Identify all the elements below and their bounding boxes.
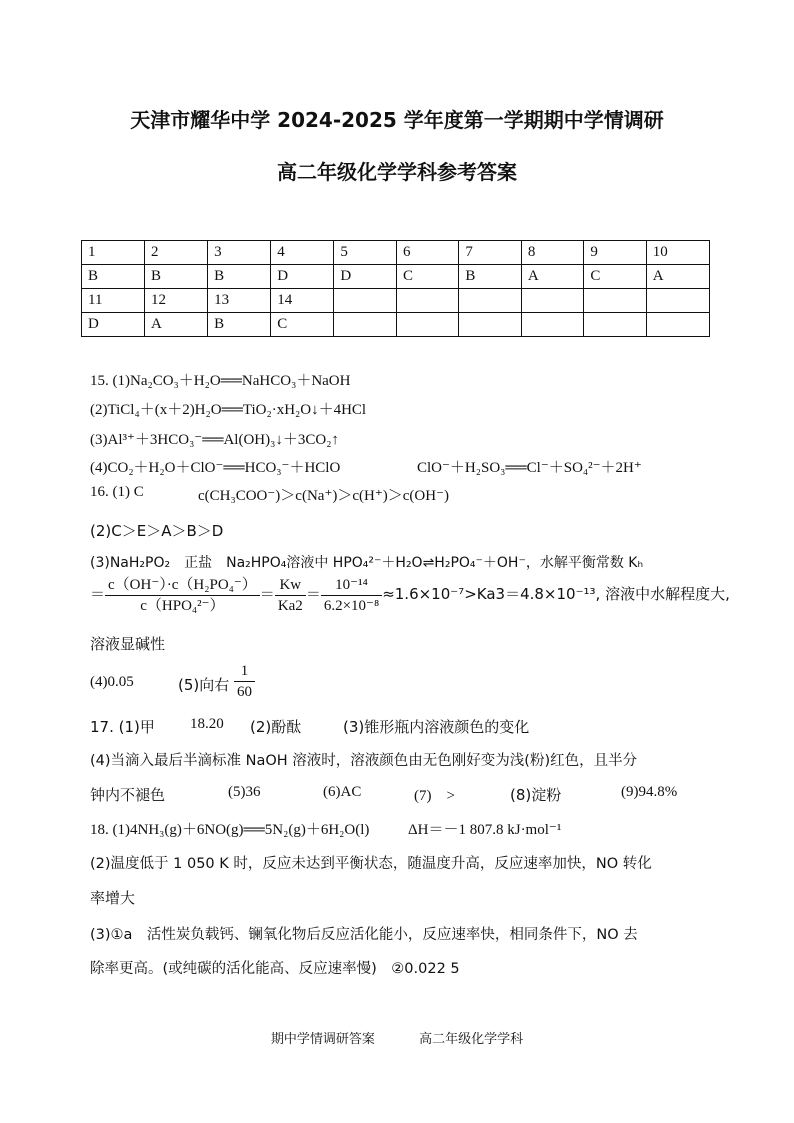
q16-part2: (2)C＞E＞A＞B＞D [90,522,224,540]
fraction-kw-ka2 [275,575,306,616]
table-cell: C [584,265,646,289]
table-cell: A [646,265,709,289]
eq-lead: ＝ [90,586,106,603]
fraction-values [321,575,382,616]
table-cell: 3 [208,241,271,265]
fraction-values-numerator: 10⁻¹⁴ [321,575,382,596]
eq-mid2: ＝ [305,586,321,603]
fraction-kh-numerator: c（OH⁻）·c（H₂PO₄⁻） [105,575,260,596]
q16-part3c: 溶液显碱性 [90,635,166,653]
q16-part5-fraction [234,661,255,702]
table-cell: 9 [584,241,646,265]
table-cell [646,313,709,337]
q17-line3b: (5)36 [228,784,261,800]
fraction-kw: Kw [275,575,306,596]
q16-part1a: 16. (1) C [90,484,144,500]
table-cell: 6 [396,241,458,265]
answer-table [81,240,710,337]
table-cell: B [145,265,208,289]
table-cell: D [334,265,397,289]
table-cell: 1 [82,241,145,265]
q17-line3f: (9)94.8% [621,784,678,800]
fraction-ka2: Ka2 [277,598,303,614]
table-cell: C [396,265,458,289]
table-cell [646,289,709,313]
table-cell: 10 [646,241,709,265]
table-cell: B [82,265,145,289]
document-title: 天津市耀华中学 2024-2025 学年度第一学期期中学情调研 [130,108,664,132]
footer-right: 高二年级化学学科 [419,1032,524,1047]
table-cell: 13 [208,289,271,313]
q15-part4a: (4)CO₂＋H₂O＋ClO⁻══HCO₃⁻＋HClO [90,460,341,476]
table-row [82,313,710,337]
table-cell: 14 [271,289,334,313]
q18-line3: 率增大 [90,889,136,907]
q17-line2: (4)当滴入最后半滴标准 NaOH 溶液时，溶液颜色由无色刚好变为浅(粉)红色，且半分 [90,753,638,769]
fraction-kh-denominator: c（HPO₄²⁻） [140,598,225,614]
q17-line1d: (3)锥形瓶内溶液颜色的变化 [343,718,530,736]
q17-line3a: 钟内不褪色 [90,786,166,804]
q15-part1: 15. (1)Na₂CO₃＋H₂O══NaHCO₃＋NaOH [90,373,351,389]
table-cell: 12 [145,289,208,313]
table-cell: B [459,265,521,289]
fraction-denominator: 60 [237,684,252,700]
table-cell: D [271,265,334,289]
table-row [82,289,710,313]
eq-tail: ≈1.6×10⁻⁷>Ka3＝4.8×10⁻¹³, 溶液中水解程度大, [382,584,730,603]
q16-part1b: c(CH₃COO⁻)＞c(Na⁺)＞c(H⁺)＞c(OH⁻) [198,488,449,504]
q17-line3c: (6)AC [323,784,362,800]
table-cell: B [208,265,271,289]
fraction-values-denominator: 6.2×10⁻⁸ [323,598,380,614]
fraction-numerator: 1 [234,661,255,682]
table-cell [584,289,646,313]
table-cell: 2 [145,241,208,265]
table-cell: A [521,265,584,289]
table-row [82,265,710,289]
q17-line1a: 17. (1)甲 [90,718,155,736]
q18-line1b: ΔH＝－1 807.8 kJ·mol⁻¹ [408,822,562,838]
table-cell: D [82,313,145,337]
q17-line1b: 18.20 [190,716,224,732]
table-cell [396,313,458,337]
q16-equation [90,575,730,616]
q15-part3: (3)Al³⁺＋3HCO₃⁻══Al(OH)₃↓＋3CO₂↑ [90,432,339,448]
fraction-one-sixtieth [234,661,255,702]
table-cell [521,313,584,337]
q18-line5: 除率更高。(或纯碳的活化能高、反应速率慢) ②0.022 5 [90,961,460,977]
table-cell [334,313,397,337]
document-subtitle: 高二年级化学学科参考答案 [277,160,517,184]
fraction-kh [105,575,260,616]
q15-part4b: ClO⁻＋H₂SO₃══Cl⁻＋SO₄²⁻＋2H⁺ [417,460,642,476]
footer-left: 期中学情调研答案 [270,1032,375,1047]
table-cell [521,289,584,313]
table-cell: 4 [271,241,334,265]
q18-line1a: 18. (1)4NH₃(g)＋6NO(g)══5N₂(g)＋6H₂O(l) [90,822,370,838]
table-cell: 11 [82,289,145,313]
q17-line3d: (7) > [414,788,455,804]
table-cell: 7 [459,241,521,265]
table-cell: 5 [334,241,397,265]
q15-part2: (2)TiCl₄＋(x＋2)H₂O══TiO₂·xH₂O↓＋4HCl [90,402,367,418]
q16-part3a: (3)NaH₂PO₂ 正盐 Na₂HPO₄溶液中 HPO₄²⁻＋H₂O⇌H₂PO₄⁻＋OH⁻，水解平衡常数 Kₕ [90,555,644,571]
q18-line4: (3)①a 活性炭负载钙、镧氧化物后反应活化能小，反应速率快，相同条件下，NO 去 [90,927,638,943]
table-cell: A [145,313,208,337]
eq-mid: ＝ [259,586,275,603]
table-row [82,241,710,265]
table-cell: C [271,313,334,337]
q17-line1c: (2)酚酞 [250,718,302,736]
q17-line3e: (8)淀粉 [510,786,562,804]
table-cell [334,289,397,313]
q16-part5: (5)向右 [178,676,230,694]
table-cell: 8 [521,241,584,265]
table-cell [584,313,646,337]
page-footer [0,1028,794,1047]
table-cell [396,289,458,313]
q18-line2: (2)温度低于 1 050 K 时，反应未达到平衡状态，随温度升高，反应速率加快，NO 转化 [90,856,652,872]
table-cell [459,289,521,313]
table-cell [459,313,521,337]
table-cell: B [208,313,271,337]
q16-part4: (4)0.05 [90,674,134,690]
